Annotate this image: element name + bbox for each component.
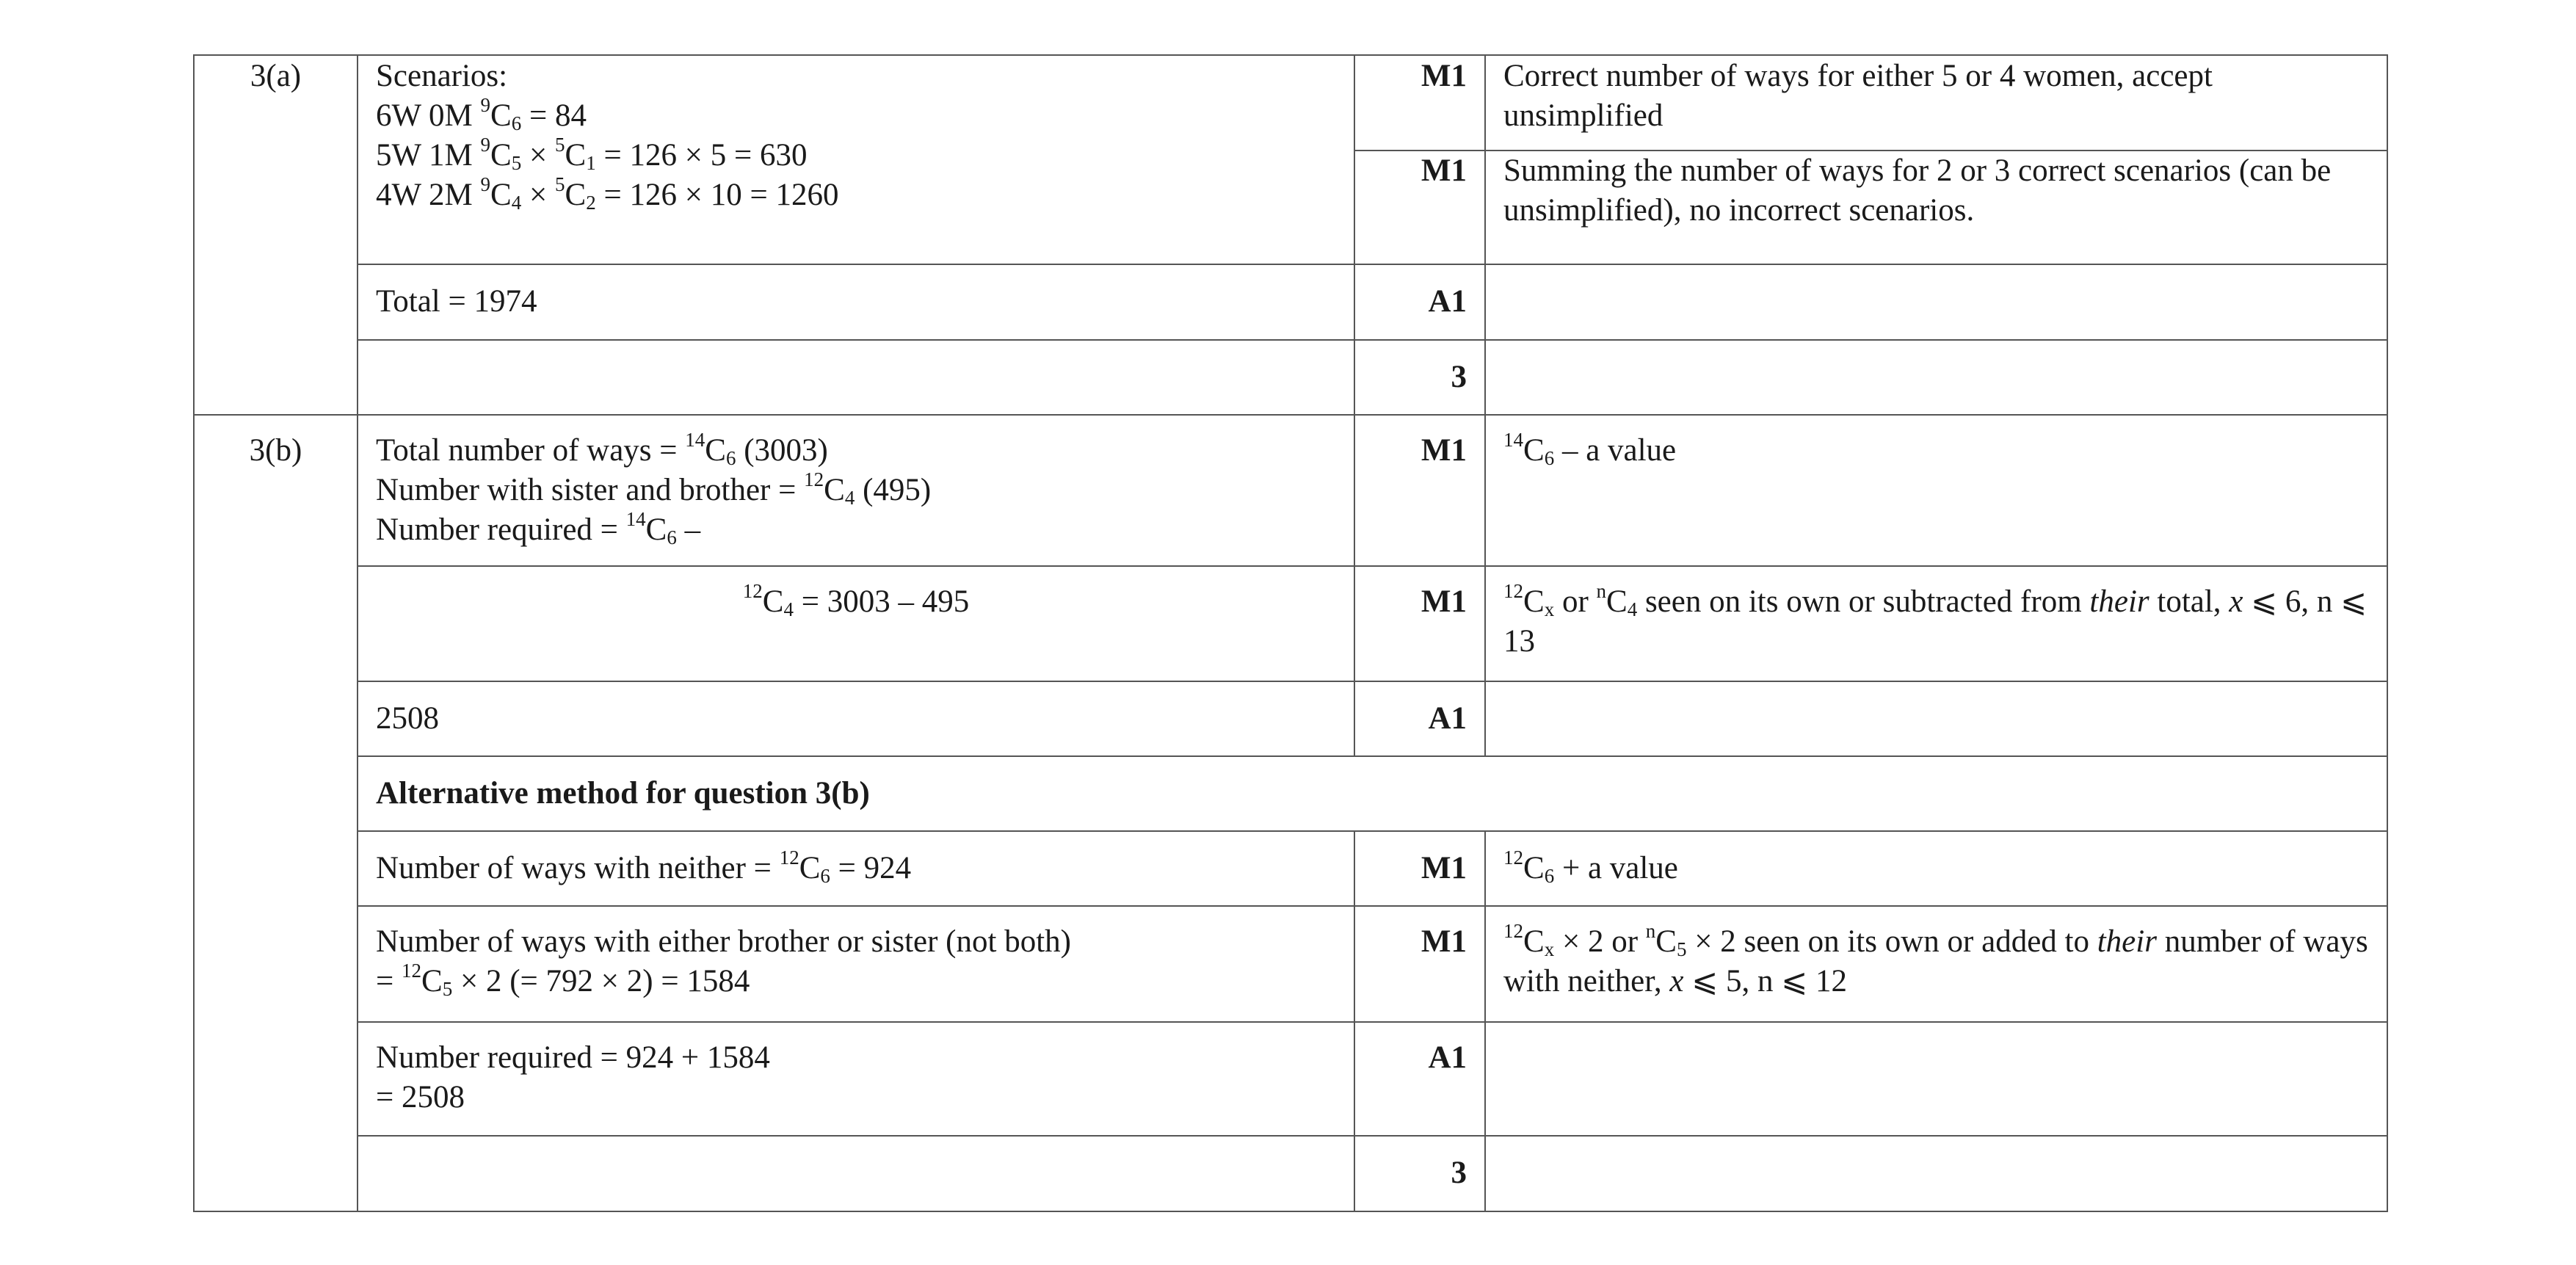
guidance-text: Summing the number of ways for 2 or 3 correct scenarios (can be unsimplified), no incorrect scenarios. (1485, 151, 2387, 264)
question-number-3b: 3(b) (194, 415, 358, 1211)
question-number-3a: 3(a) (194, 55, 358, 415)
mark-m1: M1 (1354, 55, 1485, 151)
mark-a1: A1 (1354, 1022, 1485, 1136)
guidance-empty (1485, 1136, 2387, 1211)
alt-row-1 (194, 831, 2387, 906)
q3b-working-2: $^{12}C_4 = 3003 - 495$ (358, 566, 1354, 681)
total-marks: 3 (1354, 340, 1485, 415)
number-required-line: Number required = $^{14}C_6$ – (376, 508, 701, 548)
q3a-row-1 (194, 55, 2387, 151)
guidance-empty (1485, 264, 2387, 340)
guidance-text: $^{12}C_x \times 2$ or $^nC_5 \times 2$ seen on its own or added to their number of ways with neither, x ⩽ 5, n ⩽ 12 (1485, 906, 2387, 1022)
scenario-6w-0m: 6W 0M $^9C_6 = 84$ (376, 94, 587, 134)
mark-m1: M1 (1354, 415, 1485, 566)
mark-m1: M1 (1354, 566, 1485, 681)
mark-scheme-table (193, 54, 2388, 1212)
q3a-row-3 (194, 264, 2387, 340)
guidance-empty (1485, 340, 2387, 415)
q3b-working-1 (358, 415, 1354, 566)
q3b-total-marks-row (194, 1136, 2387, 1211)
total-marks: 3 (1354, 1136, 1485, 1211)
alt-working-2-line-2: = $^{12}C_5 \times 2$ (= 792 × 2) = 1584 (376, 960, 750, 1000)
scenario-5w-1m: 5W 1M $^9C_5 \times ^5C_1 = 126 \times 5 = 630$ (376, 134, 808, 174)
mark-m1: M1 (1354, 906, 1485, 1022)
alt-working-1: Number of ways with neither = $^{12}C_6 = 924$ (358, 831, 1354, 906)
alt-working-3-line-2: = 2508 (376, 1080, 465, 1114)
q3a-working (358, 55, 1354, 264)
alt-row-3 (194, 1022, 2387, 1136)
alt-row-2 (194, 906, 2387, 1022)
guidance-text: Correct number of ways for either 5 or 4 women, accept unsimplified (1485, 55, 2387, 151)
mark-m1: M1 (1354, 831, 1485, 906)
q3b-row-2 (194, 566, 2387, 681)
scenarios-label: Scenarios: (376, 59, 508, 93)
alt-working-2 (358, 906, 1354, 1022)
alt-method-heading-row (194, 756, 2387, 831)
q3b-row-3 (194, 681, 2387, 756)
sister-brother-line: Number with sister and brother = $^{12}C_4$ (495) (376, 468, 932, 509)
guidance-text: $^{14}C_6$ – a value (1485, 415, 2387, 566)
guidance-text: $^{12}C_6 + a$ value (1485, 831, 2387, 906)
working-empty (358, 340, 1354, 415)
total-ways-line: Total number of ways = $^{14}C_6$ (3003) (376, 429, 828, 469)
guidance-empty (1485, 681, 2387, 756)
alt-working-2-line-1: Number of ways with either brother or sister (not both) (376, 924, 1071, 959)
mark-a1: A1 (1354, 681, 1485, 756)
q3b-answer: 2508 (358, 681, 1354, 756)
q3a-total-marks-row (194, 340, 2387, 415)
q3a-total: Total = 1974 (358, 264, 1354, 340)
scenario-4w-2m: 4W 2M $^9C_4 \times ^5C_2 = 126 \times 10 = 1260$ (376, 173, 839, 214)
alt-working-3 (358, 1022, 1354, 1136)
guidance-empty (1485, 1022, 2387, 1136)
alt-working-3-line-1: Number required = 924 + 1584 (376, 1040, 770, 1075)
guidance-text: $^{12}C_x$ or $^nC_4$ seen on its own or subtracted from their total, x ⩽ 6, n ⩽ 13 (1485, 566, 2387, 681)
working-empty (358, 1136, 1354, 1211)
mark-m1: M1 (1354, 151, 1485, 264)
mark-a1: A1 (1354, 264, 1485, 340)
alt-method-heading: Alternative method for question 3(b) (358, 756, 2387, 831)
q3b-row-1 (194, 415, 2387, 566)
